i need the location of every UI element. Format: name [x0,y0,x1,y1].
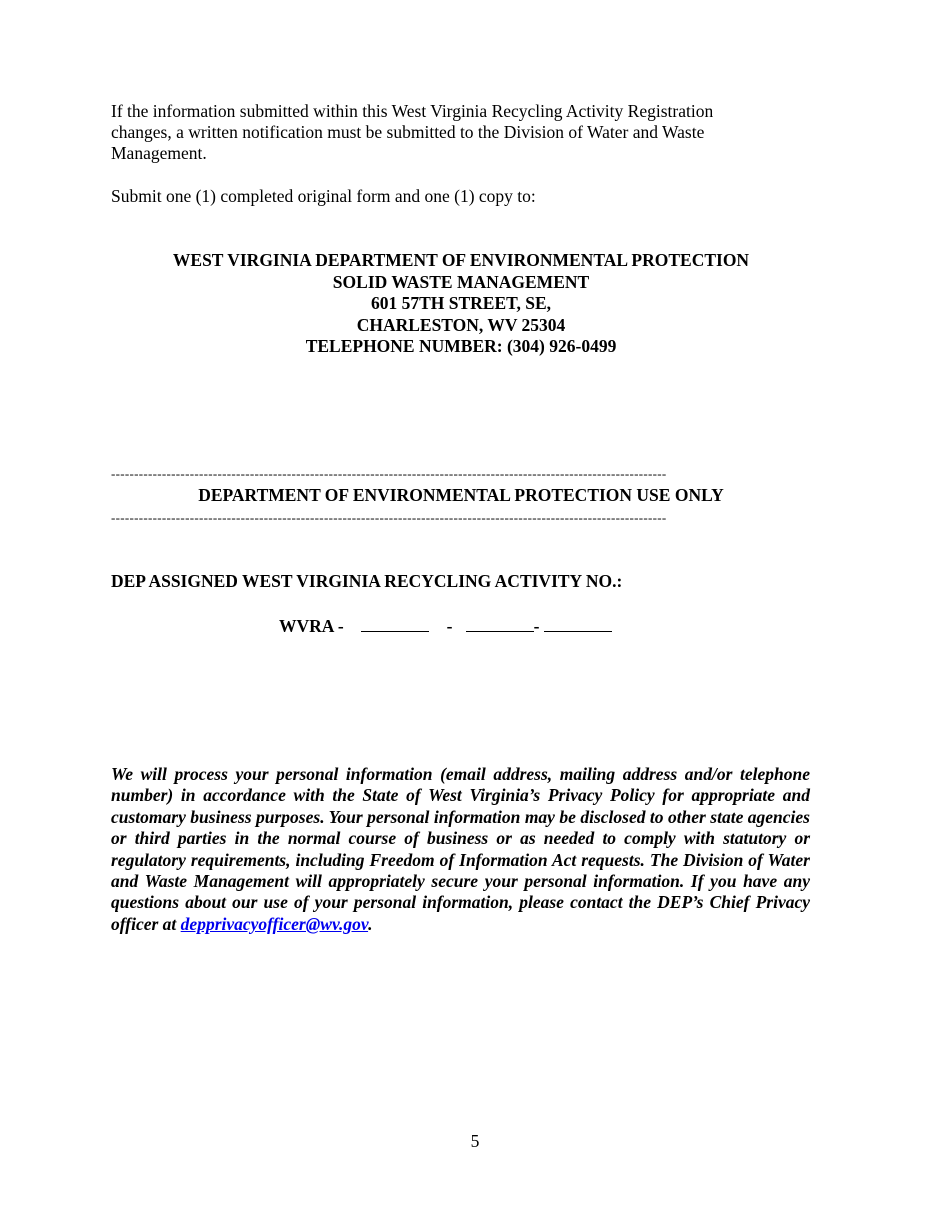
wvra-prefix: WVRA - [279,616,344,636]
address-city: CHARLESTON, WV 25304 [356,314,566,335]
page-number: 5 [470,1131,480,1151]
mailing-address [111,250,811,358]
dep-use-only-heading: DEPARTMENT OF ENVIRONMENTAL PROTECTION USE ONLY [198,485,724,505]
dashed-separator-top: ------------------------------------------------------------------------------------------------------------------------ [111,467,667,481]
wvra-blank-2[interactable] [466,615,534,632]
wvra-separator-1: - [446,616,453,636]
address-street: 601 57TH STREET, SE, [370,293,552,314]
wvra-blank-3[interactable] [544,615,612,632]
privacy-text: We will process your personal information (email address, mailing address and/or telephone number) in accordance with the State of West Virginia’s Privacy Policy for appropriate and customary business purposes. Your personal information may be disclosed to other state agencies or third parties in the normal course of business or as needed to comply with statutory or regulatory requirements, including Freedom of Information Act requests. The Division of Water and Waste Management will appropriately secure your personal information. If you have any questions about our use of your personal information, please contact the DEP’s Chief Privacy officer at [111,764,810,934]
privacy-notice [111,764,810,935]
assigned-number-label: DEP ASSIGNED WEST VIRGINIA RECYCLING ACTIVITY NO.: [111,571,623,591]
wvra-blank-1[interactable] [361,615,429,632]
wvra-number-field [279,615,612,637]
privacy-email-link[interactable]: depprivacyofficer@wv.gov [180,913,369,934]
dashed-separator-bottom: ------------------------------------------------------------------------------------------------------------------------ [111,511,667,525]
address-division: SOLID WASTE MANAGEMENT [332,271,590,292]
wvra-separator-2: - [533,616,540,636]
intro-paragraph: If the information submitted within this West Virginia Recycling Activity Registration changes, a written notification must be submitted to the Division of Water and Waste Management. [111,101,714,163]
address-agency: WEST VIRGINIA DEPARTMENT OF ENVIRONMENTAL PROTECTION [172,250,750,270]
address-telephone: TELEPHONE NUMBER: (304) 926-0499 [305,336,617,357]
submit-instruction: Submit one (1) completed original form and one (1) copy to: [111,186,536,206]
privacy-end: . [368,913,373,934]
